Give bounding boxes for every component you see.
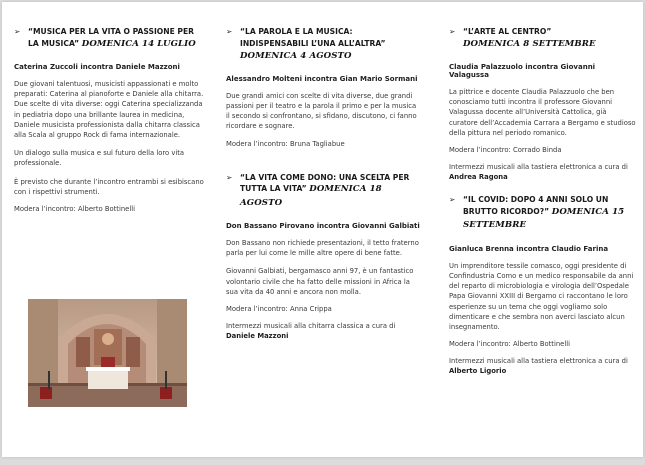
- event-heading: [449, 26, 637, 51]
- arrow-bullet-icon: ➢: [14, 27, 21, 36]
- column-1: [14, 2, 204, 213]
- event-musica: [14, 26, 204, 213]
- event-parola-musica: [226, 26, 422, 148]
- event-description: Due giovani talentuosi, musicisti appassionati e molto preparati: Caterina al pianoforte e Daniele alla chitarra. Due scelte di vita diverse: oggi Caterina specializzanda in pediatria dopo una brillante laurea in medicina, Daniele musicista professionista dalla chitarra classica alla Scala al gruppo Rock di fama internazionale.: [14, 80, 204, 140]
- event-date: DOMENICA 18 AGOSTO: [240, 184, 382, 208]
- arrow-bullet-icon: ➢: [226, 172, 233, 182]
- music-credit: [226, 321, 422, 341]
- event-title: “LA VITA COME DONO: UNA SCELTA PER TUTTA LA VITA”: [240, 172, 410, 194]
- music-credit-name: Daniele Mazzoni: [226, 332, 289, 341]
- arrow-bullet-icon: ➢: [449, 27, 456, 36]
- event-guests: Claudia Palazzuolo incontra Giovanni Valagussa: [449, 63, 596, 80]
- event-heading: [226, 172, 422, 210]
- event-guests: Caterina Zuccoli incontra Daniele Mazzoni: [14, 63, 180, 72]
- event-guests: Alessandro Molteni incontra Gian Mario Sormani: [226, 74, 418, 83]
- event-covid: [449, 194, 637, 376]
- event-heading: [449, 194, 637, 232]
- moderator: Modera l’incontro: Alberto Bottinelli: [449, 340, 571, 349]
- event-guests: Don Bassano Pirovano incontra Giovanni Galbiati: [226, 221, 420, 230]
- event-description-3: È previsto che durante l’incontro entrambi si esibiscano con i rispettivi strumenti.: [14, 177, 204, 196]
- event-title: “IL COVID: DOPO 4 ANNI SOLO UN BRUTTO RICORDO?”: [463, 195, 609, 217]
- moderator: Modera l’incontro: Alberto Bottinelli: [14, 204, 136, 213]
- music-credit-name: Alberto Ligorio: [449, 367, 507, 376]
- event-description: Un imprenditore tessile comasco, oggi presidente di Confindustria Como e un medico responsabile da anni del reparto di microbiologia e virologia dell’Ospedale Papa Giovanni XXIII di Bergamo ci raccontano le loro esperienze su un tema che oggi vogliamo solo dimenticare e che sembra non averci lasciato alcun insegnamento.: [449, 261, 634, 331]
- event-description-2: Un dialogo sulla musica e sul futuro della loro vita professionale.: [14, 149, 185, 168]
- moderator: Modera l’incontro: Bruna Tagliabue: [226, 139, 345, 148]
- music-credit: [449, 162, 637, 182]
- music-credit-text: Intermezzi musicali alla chitarra classica a cura di: [226, 321, 396, 330]
- event-vita-dono: [226, 172, 422, 342]
- event-title: “LA PAROLA E LA MUSICA: INDISPENSABILI L’UNA ALL’ALTRA”: [240, 27, 386, 48]
- event-description: Don Bassano non richiede presentazioni, il tetto fraterno parla per lui come le mille altre opere di bene fatte.: [226, 238, 419, 258]
- column-3: [449, 2, 637, 376]
- church-interior-photo: [28, 299, 187, 407]
- music-credit: [449, 356, 637, 376]
- arrow-bullet-icon: ➢: [449, 195, 456, 205]
- moderator: Modera l’incontro: Corrado Binda: [449, 146, 562, 155]
- event-heading: [14, 26, 204, 51]
- event-title: “MUSICA PER LA VITA O PASSIONE PER LA MUSICA”: [28, 27, 195, 48]
- event-date: DOMENICA 15 SETTEMBRE: [463, 207, 625, 231]
- event-title: “L’ARTE AL CENTRO”: [463, 27, 552, 36]
- event-description: Due grandi amici con scelte di vita diverse, due grandi passioni per il teatro e la parola il primo e per la musica il secondo si confrontano, si sfidano, discutono, ci fanno ricordare e sognare.: [226, 91, 417, 131]
- event-arte: [449, 26, 637, 182]
- arrow-bullet-icon: ➢: [226, 27, 233, 36]
- event-date: DOMENICA 14 LUGLIO: [81, 38, 196, 49]
- column-2: [226, 2, 422, 341]
- event-date: DOMENICA 8 SETTEMBRE: [463, 38, 596, 49]
- brochure-sheet: [2, 2, 643, 457]
- event-heading: [226, 26, 422, 63]
- music-credit-name: Andrea Ragona: [449, 173, 508, 182]
- event-guests: Gianluca Brenna incontra Claudio Farina: [449, 244, 609, 253]
- event-description-2: Giovanni Galbiati, bergamasco anni 97, è un fantastico volontario civile che ha fatto delle missioni in Africa la sua vita da 40 anni e ancora non molla.: [226, 267, 414, 296]
- event-description: La pittrice e docente Claudia Palazzuolo che ben conosciamo tutti incontra il professore Giovanni Valagussa docente all’Università Cattolica, già curatore dell’Accademia Carrara a Bergamo e studioso della pittura nel periodo romanico.: [449, 88, 636, 137]
- music-credit-text: Intermezzi musicali alla tastiera elettronica a cura di: [449, 357, 628, 366]
- music-credit-text: Intermezzi musicali alla tastiera elettronica a cura di: [449, 163, 628, 172]
- moderator: Modera l’incontro: Anna Crippa: [226, 304, 332, 313]
- event-date: DOMENICA 4 AGOSTO: [240, 50, 352, 61]
